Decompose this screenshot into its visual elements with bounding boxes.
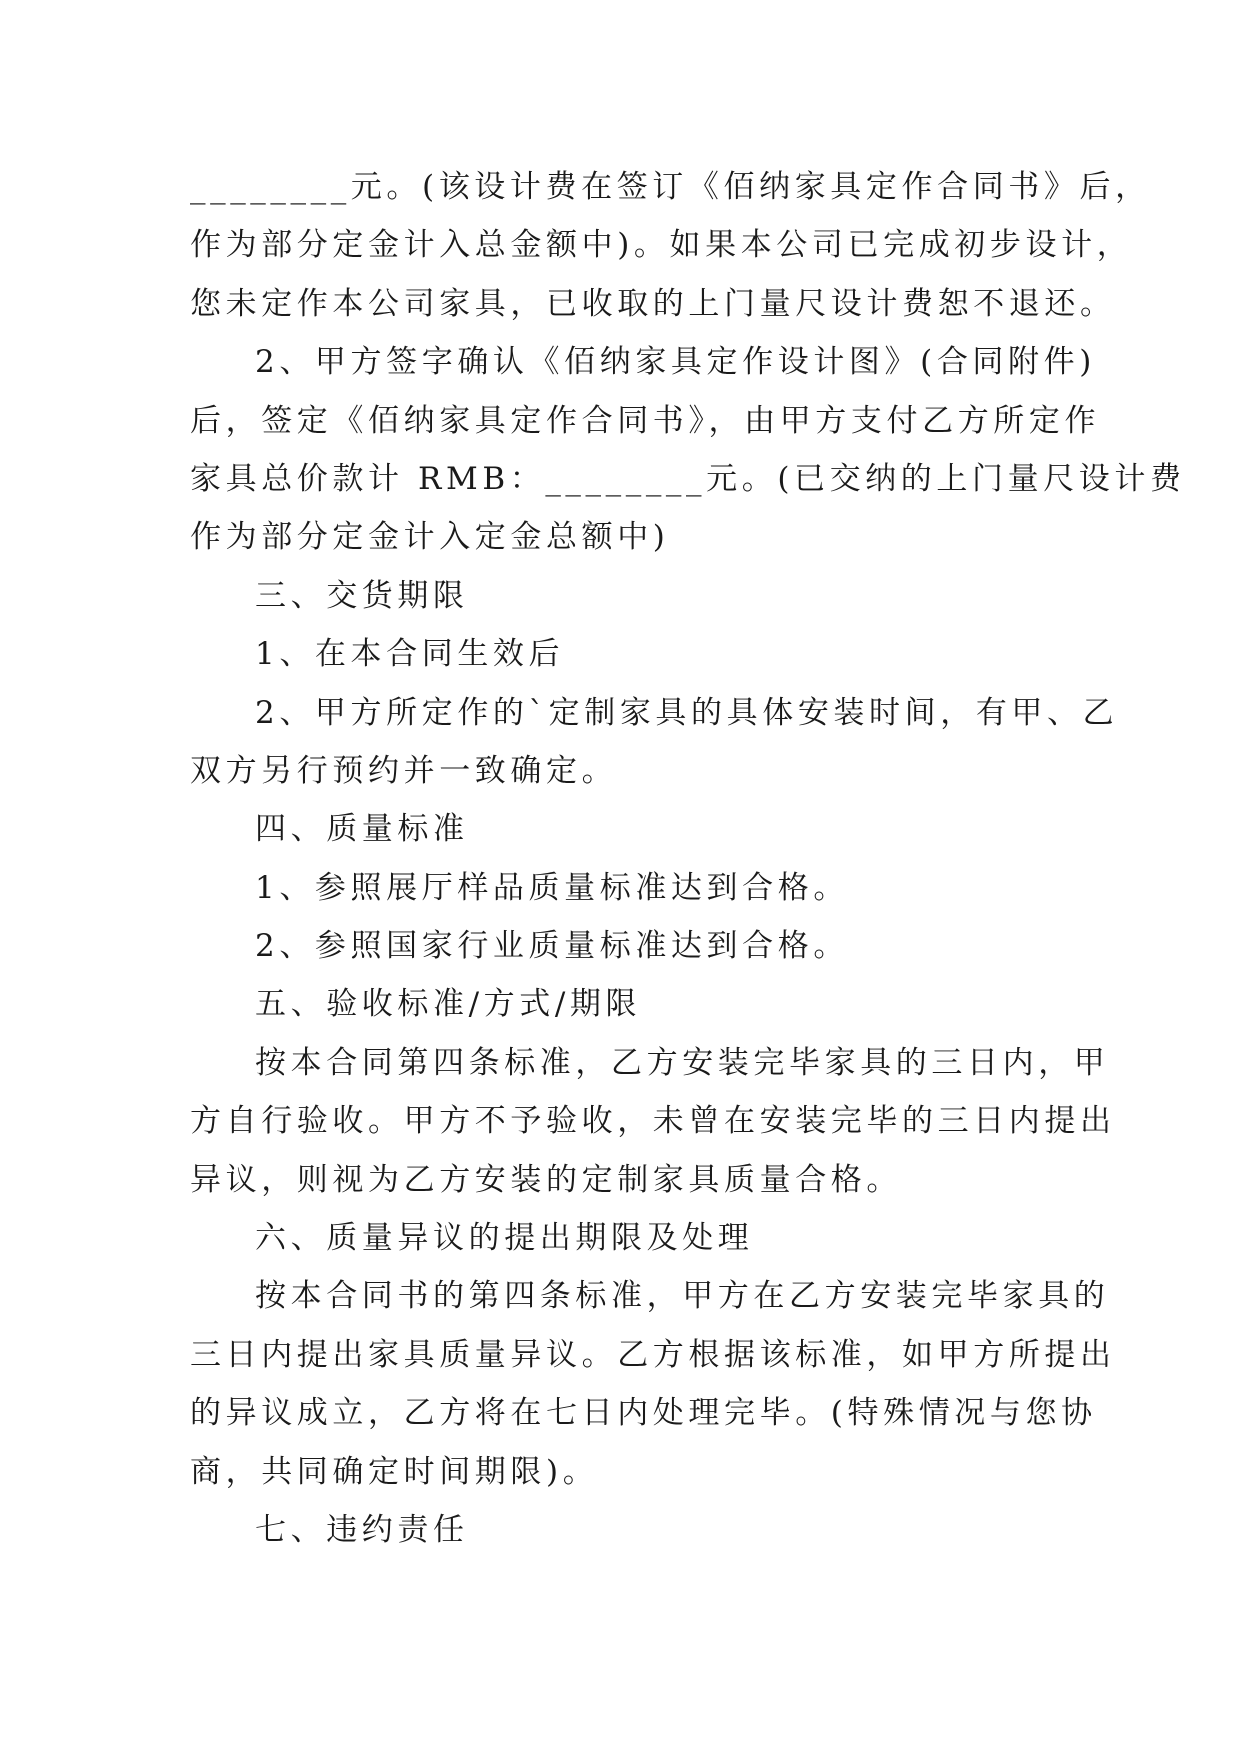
section-heading-liability: 七、违约责任: [255, 1511, 469, 1548]
text-line: ________元。(该设计费在签订《佰纳家具定作合同书》后，: [190, 169, 1151, 205]
text-line: 方自行验收。甲方不予验收，未曾在安装完毕的三日内提出: [190, 1103, 1116, 1140]
text-line: 您未定作本公司家具，已收取的上门量尺设计费恕不退还。: [190, 285, 1116, 322]
section-heading-objection: 六、质量异议的提出期限及处理: [255, 1220, 754, 1257]
clause-2-payment: 2、甲方签字确认《佰纳家具定作设计图》(合同附件): [255, 344, 1096, 381]
text-line: 作为部分定金计入总金额中)。如果本公司已完成初步设计，: [190, 227, 1133, 264]
clause-delivery-2: 2、甲方所定作的`定制家具的具体安装时间，有甲、乙: [255, 694, 1119, 731]
text-line: 异议，则视为乙方安装的定制家具质量合格。: [190, 1161, 902, 1198]
clause-delivery-1: 1、在本合同生效后: [255, 636, 565, 673]
clause-quality-1: 1、参照展厅样品质量标准达到合格。: [255, 869, 849, 906]
text-line: 商，共同确定时间期限)。: [190, 1453, 599, 1490]
paragraph-acceptance: 按本合同第四条标准，乙方安装完毕家具的三日内，甲: [255, 1044, 1110, 1081]
section-heading-quality: 四、质量标准: [255, 811, 469, 848]
text-line: 后，签定《佰纳家具定作合同书》，由甲方支付乙方所定作: [190, 402, 1101, 439]
section-heading-acceptance: 五、验收标准/方式/期限: [255, 986, 642, 1023]
contract-body: [190, 158, 1186, 1559]
section-heading-delivery: 三、交货期限: [255, 577, 469, 614]
clause-quality-2: 2、参照国家行业质量标准达到合格。: [255, 928, 849, 965]
text-line: 双方另行预约并一致确定。: [190, 752, 618, 789]
text-line: 家具总价款计 RMB：________元。(已交纳的上门量尺设计费: [190, 460, 1186, 497]
paragraph-objection: 按本合同书的第四条标准，甲方在乙方安装完毕家具的: [255, 1278, 1110, 1315]
text-line: 的异议成立，乙方将在七日内处理完毕。(特殊情况与您协: [190, 1395, 1097, 1432]
text-line: 三日内提出家具质量异议。乙方根据该标准，如甲方所提出: [190, 1336, 1116, 1373]
text-line: 作为部分定金计入定金总额中): [190, 519, 670, 556]
